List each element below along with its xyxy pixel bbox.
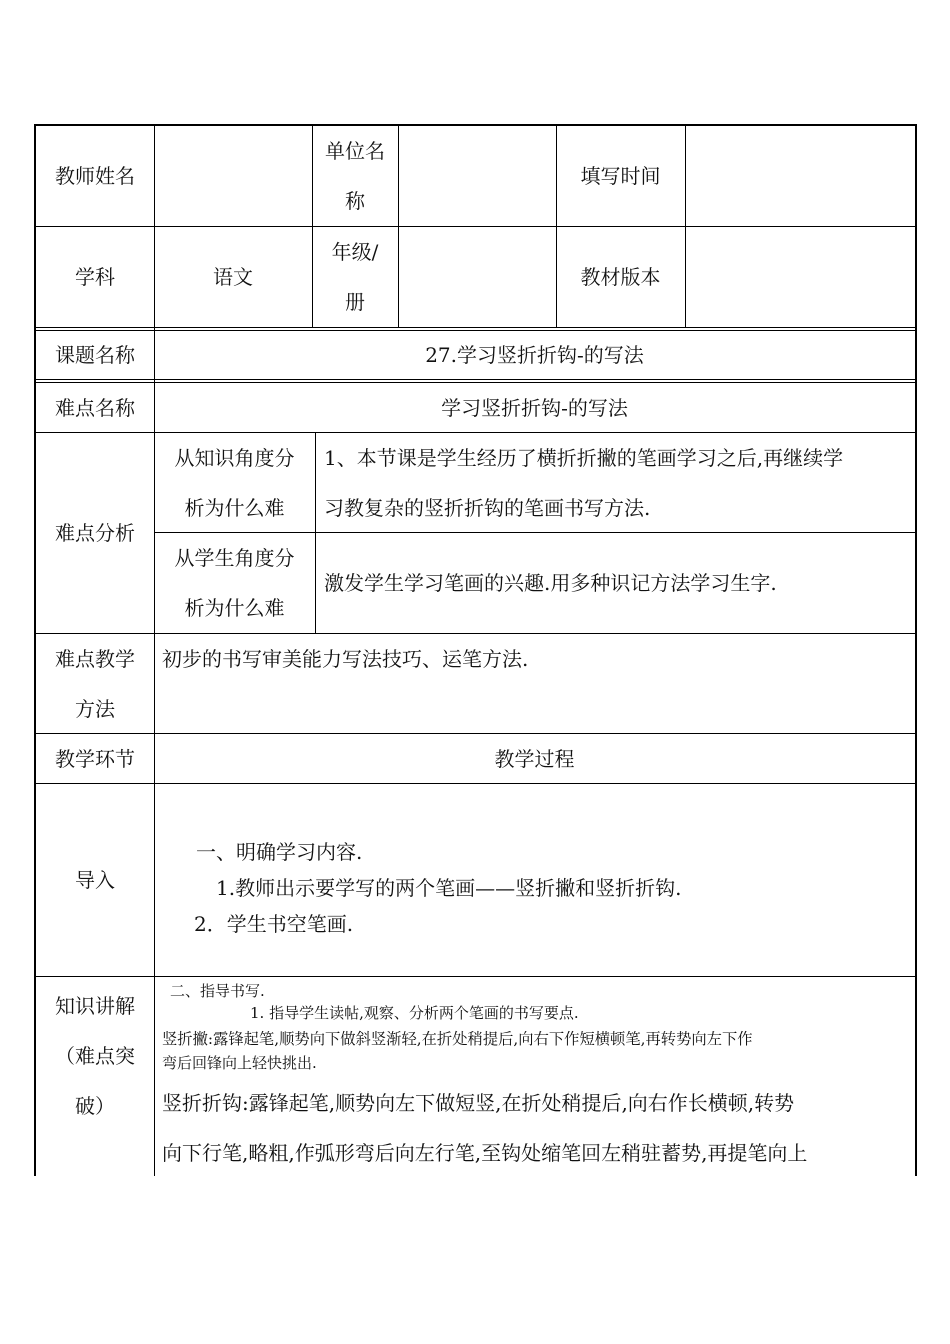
intro-label: 导入 xyxy=(75,868,115,892)
grade-value xyxy=(398,227,556,327)
difficulty-name-label: 难点名称 xyxy=(55,395,135,420)
fill-time-label: 填写时间 xyxy=(580,164,661,188)
knowledge-line: 二、指导书写. xyxy=(170,982,265,1000)
knowledge-line: 竖折折钩:露锋起笔,顺势向左下做短竖,在折处稍提后,向右作长横顿,转势 xyxy=(162,1091,795,1115)
intro-content xyxy=(154,784,915,976)
teacher-name-label: 教师姓名 xyxy=(55,164,135,188)
knowledge-line: 竖折撇:露锋起笔,顺势向下做斜竖渐轻,在折处稍提后,向右下作短横顿笔,再转势向左下作 xyxy=(162,1030,753,1048)
edition-value xyxy=(685,227,915,327)
unit-name-label: 单位名 称 xyxy=(325,139,385,213)
intro-line: 1.教师出示要学写的两个笔画——竖折撇和竖折折钩. xyxy=(216,876,682,900)
lesson-title-value: 27.学习竖折折钩-的写法 xyxy=(425,343,644,367)
student-angle-text: 激发学生学习笔画的兴趣.用多种识记方法学习生字. xyxy=(324,571,777,595)
unit-name-value xyxy=(398,126,556,226)
teacher-name-value xyxy=(154,126,312,226)
fill-time-value xyxy=(685,126,915,226)
difficulty-analysis-label: 难点分析 xyxy=(55,521,135,545)
teaching-method-text: 初步的书写审美能力写法技巧、运笔方法. xyxy=(162,647,529,671)
teaching-method-label: 难点教学 方法 xyxy=(55,646,135,721)
lesson-plan-table xyxy=(34,124,917,1176)
teaching-stage-label: 教学环节 xyxy=(55,746,135,771)
knowledge-line: 向下行笔,略粗,作弧形弯后向左行笔,至钩处缩笔回左稍驻蓄势,再提笔向上 xyxy=(162,1141,808,1165)
difficulty-name-value: 学习竖折折钩-的写法 xyxy=(441,395,628,420)
edition-label: 教材版本 xyxy=(580,265,661,289)
subject-value: 语文 xyxy=(213,265,253,289)
row-divider xyxy=(36,327,915,328)
subject-label: 学科 xyxy=(75,265,115,289)
intro-line: 一、明确学习内容. xyxy=(196,840,363,864)
knowledge-line: 弯后回锋向上轻快挑出. xyxy=(162,1054,317,1072)
knowledge-explanation-content xyxy=(154,977,915,1176)
knowledge-angle-label: 从知识角度分 析为什么难 xyxy=(174,445,295,520)
teaching-process-label: 教学过程 xyxy=(494,746,575,771)
knowledge-angle-text: 1、本节课是学生经历了横折折撇的笔画学习之后,再继续学 习教复杂的竖折折钩的笔画书写方法. xyxy=(324,446,844,520)
knowledge-explanation-label: 知识讲解 （难点突 破） xyxy=(55,994,135,1118)
student-angle-label: 从学生角度分 析为什么难 xyxy=(174,546,295,620)
intro-line: 2．学生书空笔画. xyxy=(194,912,354,936)
knowledge-line: 1. 指导学生读帖,观察、分析两个笔画的书写要点. xyxy=(250,1004,579,1022)
lesson-title-label: 课题名称 xyxy=(55,343,135,367)
grade-label: 年级/ 册 xyxy=(331,240,379,314)
